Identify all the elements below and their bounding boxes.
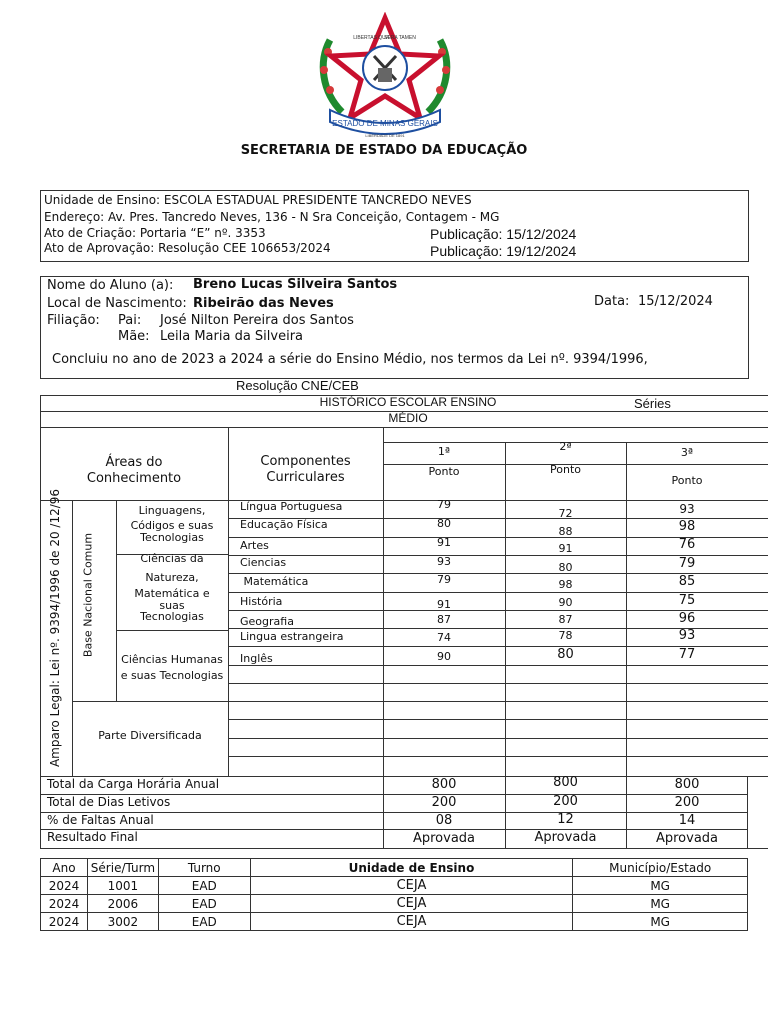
table-row	[41, 895, 748, 913]
school-address: Endereço: Av. Pres. Tancredo Neves, 136 - N Sra Conceição, Contagem - MG	[44, 210, 500, 224]
base-nacional-vertical: Base Nacional Comum	[81, 532, 95, 658]
grade-s1: 74	[437, 631, 451, 644]
absences-s3: 14	[678, 813, 696, 828]
grade-s2: 88	[558, 525, 573, 538]
grade-s2: 87	[558, 613, 573, 626]
col-unidade: Unidade de Ensino	[250, 859, 573, 877]
grade-s3: 93	[678, 628, 696, 643]
col-ano: Ano	[41, 859, 88, 877]
cell-unidade: CEJA	[250, 895, 573, 913]
grade-s3: 76	[678, 537, 696, 552]
seal-motto-right: SERA TAMEN	[384, 35, 416, 41]
date-label: Data:	[594, 294, 630, 309]
grade-s2: 80	[558, 561, 573, 574]
cell-turno: EAD	[158, 895, 250, 913]
absences-s1: 08	[435, 813, 453, 828]
seal-motto-left: LIBERTAS QUÆ	[353, 35, 391, 41]
table-row	[41, 877, 748, 895]
cell-turno: EAD	[158, 877, 250, 895]
grade-s1: 91	[437, 536, 451, 549]
final-result-label: Resultado Final	[47, 830, 138, 844]
ponto-2: Ponto	[550, 463, 581, 476]
history-title-line2: MÉDIO	[388, 411, 428, 425]
cell-municipio: MG	[573, 895, 748, 913]
student-name-label: Nome do Aluno (a):	[47, 278, 174, 293]
components-header: Componentes Curriculares	[260, 454, 351, 485]
grade-s3: 96	[678, 611, 696, 626]
subject-name: Matemática	[240, 575, 309, 588]
grade-s2: 91	[558, 542, 573, 555]
total-days-label: Total de Dias Letivos	[47, 795, 171, 809]
grade-s1: 93	[437, 555, 451, 568]
grade-s1: 90	[437, 650, 451, 663]
table-row	[41, 913, 748, 931]
cell-unidade: CEJA	[250, 913, 573, 931]
ponto-3: Ponto	[671, 474, 703, 487]
area-ciencias: Ciências da Natureza, Matemática e suas Tecnologias	[134, 552, 210, 623]
grade-s3: 85	[678, 574, 696, 589]
cell-serie: 2006	[87, 895, 158, 913]
ponto-1: Ponto	[428, 465, 460, 478]
seal-date: LIBERDADE DE 1891	[365, 133, 405, 138]
publication-date-2: Publicação: 19/12/2024	[430, 243, 577, 259]
total-days-s2: 200	[553, 794, 578, 809]
grade-s2: 72	[558, 507, 573, 520]
page-title: SECRETARIA DE ESTADO DA EDUCAÇÃO	[240, 143, 528, 158]
total-hours-s2: 800	[553, 775, 578, 790]
total-days-s1: 200	[431, 795, 457, 810]
subject-name: Artes	[240, 539, 269, 552]
cell-ano: 2024	[41, 877, 88, 895]
col-turno: Turno	[158, 859, 250, 877]
series-1-header: 1ª	[437, 445, 451, 458]
filiation-label: Filiação:	[47, 313, 100, 328]
table-header-row	[41, 859, 748, 877]
father-label: Pai:	[118, 313, 142, 328]
grade-s2: 90	[558, 596, 573, 609]
subject-name: Educação Física	[240, 518, 328, 531]
school-unit: Unidade de Ensino: ESCOLA ESTADUAL PRESIDENTE TANCREDO NEVES	[44, 193, 472, 207]
student-name: Breno Lucas Silveira Santos	[193, 277, 398, 292]
series-3-header: 3ª	[680, 446, 694, 459]
cell-serie: 1001	[87, 877, 158, 895]
subject-name: Língua Portuguesa	[240, 500, 343, 513]
birthplace: Ribeirão das Neves	[193, 296, 334, 311]
mother-name: Leila Maria da Silveira	[160, 329, 304, 344]
grade-s2: 78	[558, 629, 573, 642]
cell-turno: EAD	[158, 913, 250, 931]
cell-unidade: CEJA	[250, 877, 573, 895]
grade-s1: 91	[437, 598, 451, 611]
final-result-s2: Aprovada	[534, 830, 597, 845]
areas-header: Áreas do Conhecimento	[86, 455, 182, 486]
subject-name: História	[240, 595, 283, 608]
col-municipio: Município/Estado	[573, 859, 748, 877]
cell-municipio: MG	[573, 913, 748, 931]
final-result-s1: Aprovada	[412, 831, 476, 846]
grade-s2: 80	[557, 647, 574, 662]
grade-s3: 77	[678, 647, 696, 662]
total-hours-s1: 800	[431, 777, 457, 792]
grade-s1: 87	[437, 613, 451, 626]
conclusion-text: Concluiu no ano de 2023 a 2024 a série do Ensino Médio, nos termos da Lei nº. 9394/1996,	[52, 352, 648, 367]
total-days-s3: 200	[674, 795, 700, 810]
seal-banner: ESTADO DE MINAS GERAIS	[332, 119, 438, 128]
total-hours-label: Total da Carga Horária Anual	[47, 777, 220, 791]
absences-label: % de Faltas Anual	[47, 813, 154, 827]
area-humanas: Ciências Humanas e suas Tecnologias	[120, 653, 224, 682]
grade-s3: 79	[678, 556, 696, 571]
subject-name: Lingua estrangeira	[240, 630, 344, 643]
final-result-s3: Aprovada	[655, 831, 719, 846]
cell-municipio: MG	[573, 877, 748, 895]
cell-ano: 2024	[41, 895, 88, 913]
mother-label: Mãe:	[118, 329, 150, 344]
state-coat-of-arms	[312, 12, 458, 140]
series-2-header: 2ª	[559, 440, 572, 453]
publication-date-1: Publicação: 15/12/2024	[430, 226, 577, 242]
subject-name: Ciencias	[240, 556, 287, 569]
grade-s1: 80	[437, 517, 451, 530]
school-approval-act: Ato de Aprovação: Resolução CEE 106653/2024	[44, 241, 331, 255]
grade-s1: 79	[437, 573, 451, 586]
col-serie: Série/Turm	[87, 859, 158, 877]
grade-s2: 98	[558, 578, 573, 591]
history-title-line1: HISTÓRICO ESCOLAR ENSINO	[319, 395, 497, 409]
legal-basis-vertical: Amparo Legal: Lei nº. 9394/1996 de 20 /12/96	[48, 488, 62, 768]
parte-diversificada: Parte Diversificada	[98, 729, 202, 742]
total-hours-s3: 800	[674, 777, 700, 792]
school-creation-act: Ato de Criação: Portaria “E” nº. 3353	[44, 226, 266, 240]
area-linguagens: Linguagens, Códigos e suas Tecnologias	[130, 504, 214, 544]
school-units-table	[40, 858, 748, 931]
birthplace-label: Local de Nascimento:	[47, 296, 187, 311]
grade-s1: 79	[437, 498, 451, 511]
date-value: 15/12/2024	[638, 294, 713, 309]
series-label: Séries	[634, 396, 671, 411]
resolution-text: Resolução CNE/CEB	[236, 378, 359, 393]
cell-ano: 2024	[41, 913, 88, 931]
subject-name: Geografia	[240, 615, 294, 628]
father-name: José Nilton Pereira dos Santos	[160, 313, 354, 328]
grade-s3: 98	[678, 519, 696, 534]
subject-name: Inglês	[240, 652, 273, 665]
grade-s3: 93	[679, 502, 695, 516]
grade-s3: 75	[678, 593, 696, 608]
cell-serie: 3002	[87, 913, 158, 931]
absences-s2: 12	[557, 812, 574, 827]
